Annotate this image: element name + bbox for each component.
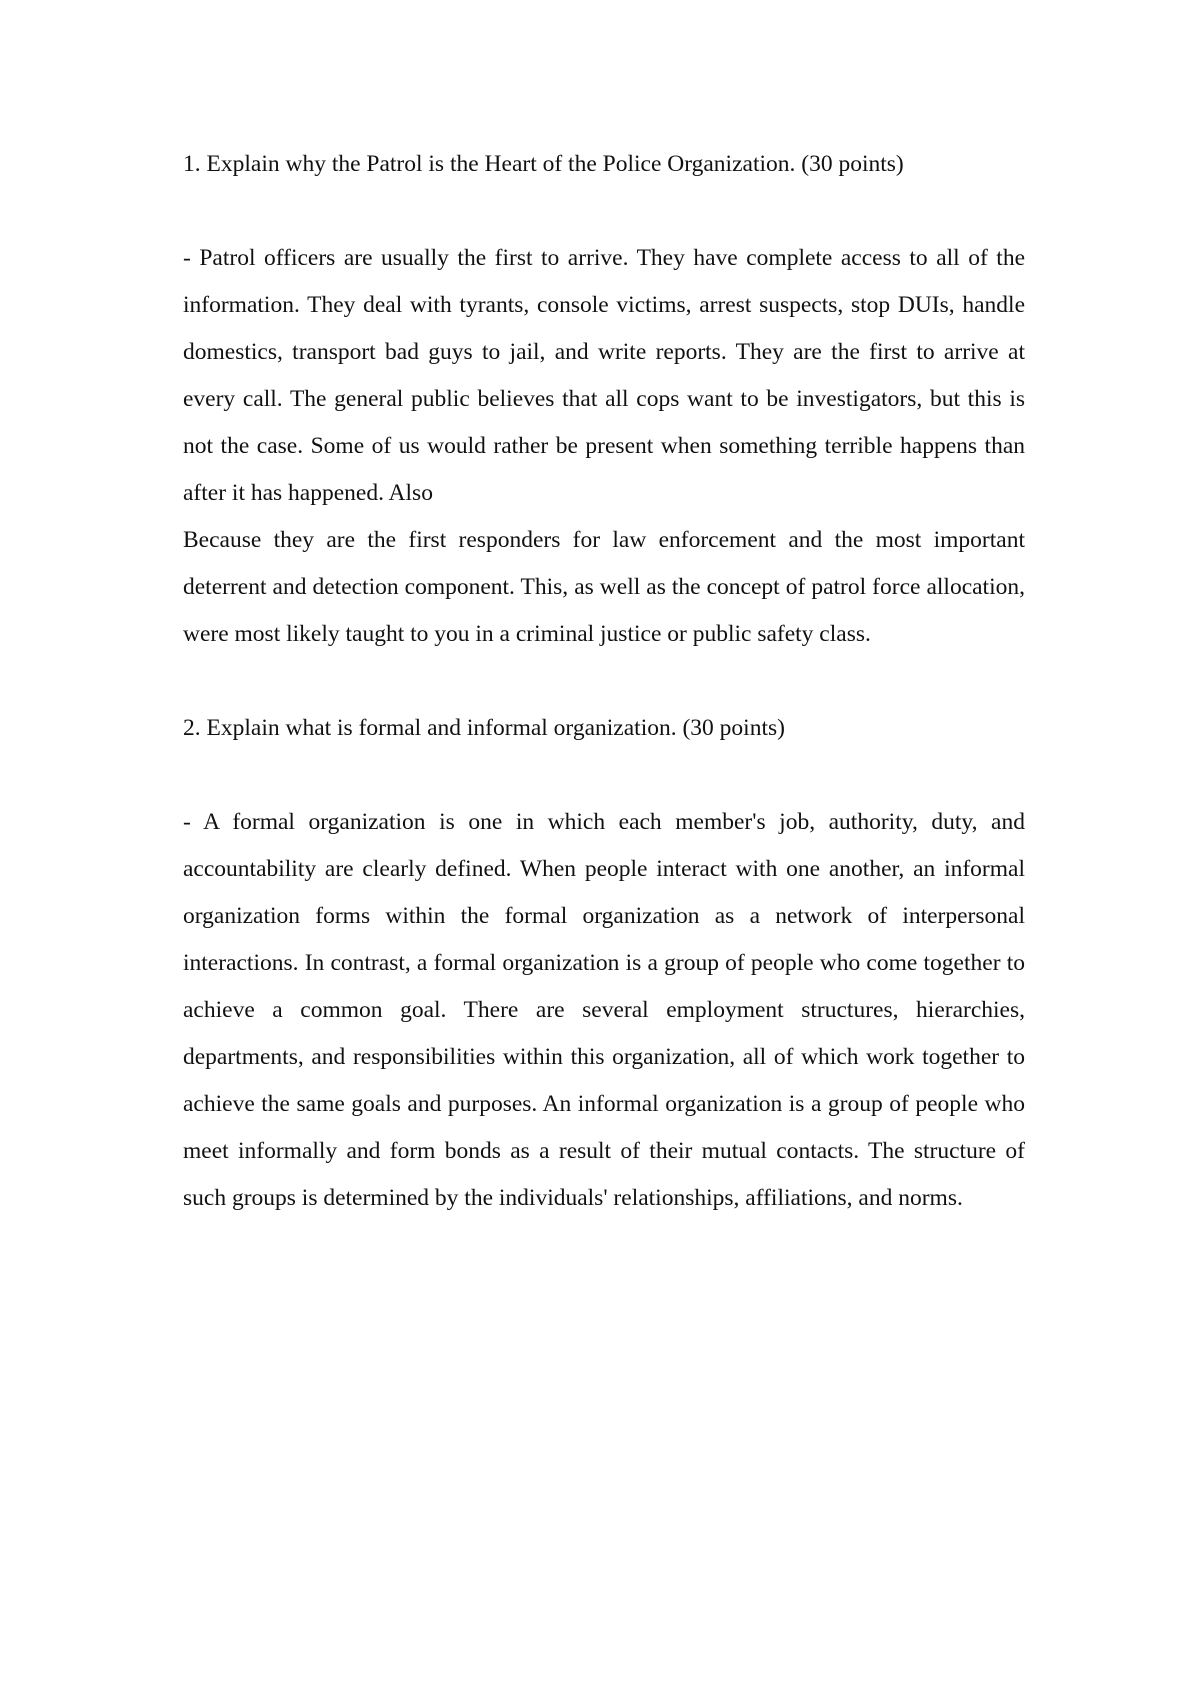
- document-page: [183, 141, 1025, 1222]
- answer-1-part-1: - Patrol officers are usually the first to arrive. They have complete access to all of the information. They deal with tyrants, console victims, arrest suspects, stop DUIs, handle domestics, transport bad guys to jail, and write reports. They are the first to arrive at every call. The general public believes that all cops want to be investigators, but this is not the case. Some of us would rather be present when something terrible happens than after it has happened. Also: [183, 245, 1025, 506]
- spacer: [183, 752, 1025, 799]
- question-1-heading: 1. Explain why the Patrol is the Heart of the Police Organization. (30 points): [183, 151, 904, 177]
- answer-1-paragraph: [183, 235, 1025, 658]
- question-2-heading: 2. Explain what is formal and informal organization. (30 points): [183, 715, 785, 741]
- spacer: [183, 658, 1025, 705]
- answer-2-paragraph: - A formal organization is one in which each member's job, authority, duty, and accountability are clearly defined. When people interact with one another, an informal organization forms within the formal organization as a network of interpersonal interactions. In contrast, a formal organization is a group of people who come together to achieve a common goal. There are several employment structures, hierarchies, departments, and responsibilities within this organization, all of which work together to achieve the same goals and purposes. An informal organization is a group of people who meet informally and form bonds as a result of their mutual contacts. The structure of such groups is determined by the individuals' relationships, affiliations, and norms.: [183, 809, 1025, 1211]
- answer-1-part-2: Because they are the first responders for law enforcement and the most important deterrent and detection component. This, as well as the concept of patrol force allocation, were most likely taught to you in a criminal justice or public safety class.: [183, 527, 1025, 647]
- spacer: [183, 188, 1025, 235]
